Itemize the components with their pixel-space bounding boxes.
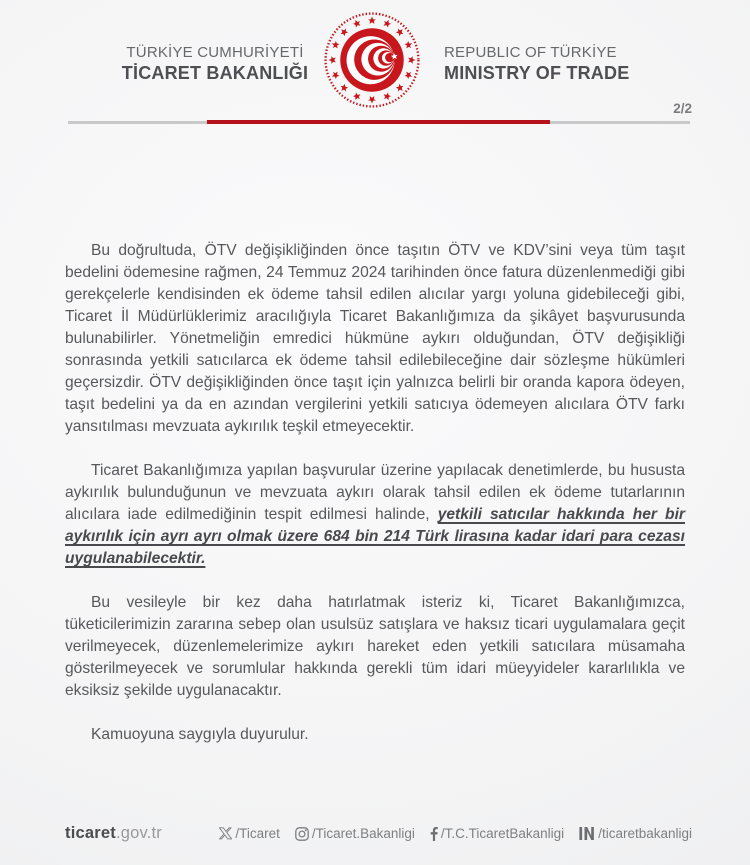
org-title-english bbox=[444, 44, 684, 84]
footer bbox=[65, 824, 692, 843]
x-icon bbox=[219, 827, 232, 840]
website-url-rest: .gov.tr bbox=[115, 824, 162, 842]
page-indicator: 2/2 bbox=[673, 101, 692, 116]
social-instagram-handle: /Ticaret.Bakanligi bbox=[311, 826, 415, 841]
nsosyal-icon bbox=[579, 827, 595, 840]
crescents bbox=[336, 24, 408, 96]
social-facebook-handle: /T.C.TicaretBakanligi bbox=[440, 826, 565, 841]
social-nsosyal bbox=[579, 826, 692, 841]
org-tr-line2: TİCARET BAKANLIĞI bbox=[121, 63, 309, 84]
paragraph-3: Bu vesileyle bir kez daha hatırlatmak isteriz ki, Ticaret Bakanlığımızca, tüketicilerimizin zararına sebep olan usulsüz satışlara ve haksız ticari uygulamalara geçit verilmeyecek, düzenlemelerimize aykırı hareket eden yetkili satıcılara müsamaha gösterilmeyecek ve sorumlular hakkında gerekli tüm idari müeyyideler kararlılıkla ve eksiksiz şekilde uygulanacaktır. bbox=[65, 594, 685, 699]
social-x bbox=[219, 826, 280, 841]
social-instagram bbox=[295, 826, 415, 841]
social-links bbox=[219, 826, 692, 841]
closing-line: Kamuoyuna saygıyla duyurulur. bbox=[91, 726, 309, 743]
org-tr-line1: TÜRKİYE CUMHURİYETİ bbox=[126, 44, 304, 61]
paragraph-2 bbox=[65, 460, 685, 570]
org-title-turkish bbox=[100, 44, 330, 84]
website-url bbox=[65, 824, 162, 843]
facebook-icon bbox=[430, 827, 438, 841]
announcement-body bbox=[65, 240, 685, 768]
paragraph-2-lead: Ticaret Bakanlığımıza yapılan başvurular üzerine yapılacak denetimlerde, bu hususta aykırılık bulunduğunun ve mevzuata aykırı olarak tahsil edilen ek ödeme tutarlarının alıcılara iade edilmediğinin tespit edilmesi halinde, bbox=[65, 462, 685, 523]
website-url-bold: ticaret bbox=[65, 824, 116, 842]
social-nsosyal-handle: /ticaretbakanligi bbox=[598, 826, 692, 841]
org-en-line2: MINISTRY OF TRADE bbox=[444, 63, 630, 84]
paragraph-1: Bu doğrultuda, ÖTV değişikliğinden önce taşıtın ÖTV ve KDV’sini veya tüm taşıt bedelini ödemesine rağmen, 24 Temmuz 2024 tarihinden önce fatura düzenlenmediği gibi gerekçelerle kendisinden ek ödeme tahsil edilen alıcılar yargı yoluna gidebileceği gibi, Ticaret İl Müdürlüklerimiz aracılığıyla Ticaret Bakanlığımıza da şikâyet başvurusunda bulunabilirler. Yönetmeliğin emredici hükmüne aykırı olduğundan, ÖTV değişikliği sonrasında yetkili satıcılarca ek ödeme tahsil edilebileceğine dair sözleşme hükümleri geçersizdir. ÖTV değişikliğinden önce taşıt için yalnızca belirli bir oranda kapora ödeyen, taşıt bedelini ya da en azından vergilerini yetkili satıcıya ödemeyen alıcılara ÖTV farkı yansıtılması mevzuata aykırılık teşkil etmeyecektir. bbox=[65, 242, 685, 435]
org-en-line1: REPUBLIC OF TÜRKİYE bbox=[444, 44, 617, 61]
header-divider bbox=[68, 121, 690, 124]
ministry-of-trade-logo-icon bbox=[322, 10, 422, 110]
social-x-handle: /Ticaret bbox=[235, 826, 280, 841]
social-facebook bbox=[430, 826, 564, 841]
header-divider-accent bbox=[207, 120, 550, 124]
instagram-icon bbox=[295, 827, 309, 841]
penalty-emphasis-text: yetkili satıcılar hakkında her bir aykırılık için ayrı ayrı olmak üzere 684 bin 214 Türk lirasına kadar idari para cezası uygulanabilecektir. bbox=[65, 506, 685, 567]
